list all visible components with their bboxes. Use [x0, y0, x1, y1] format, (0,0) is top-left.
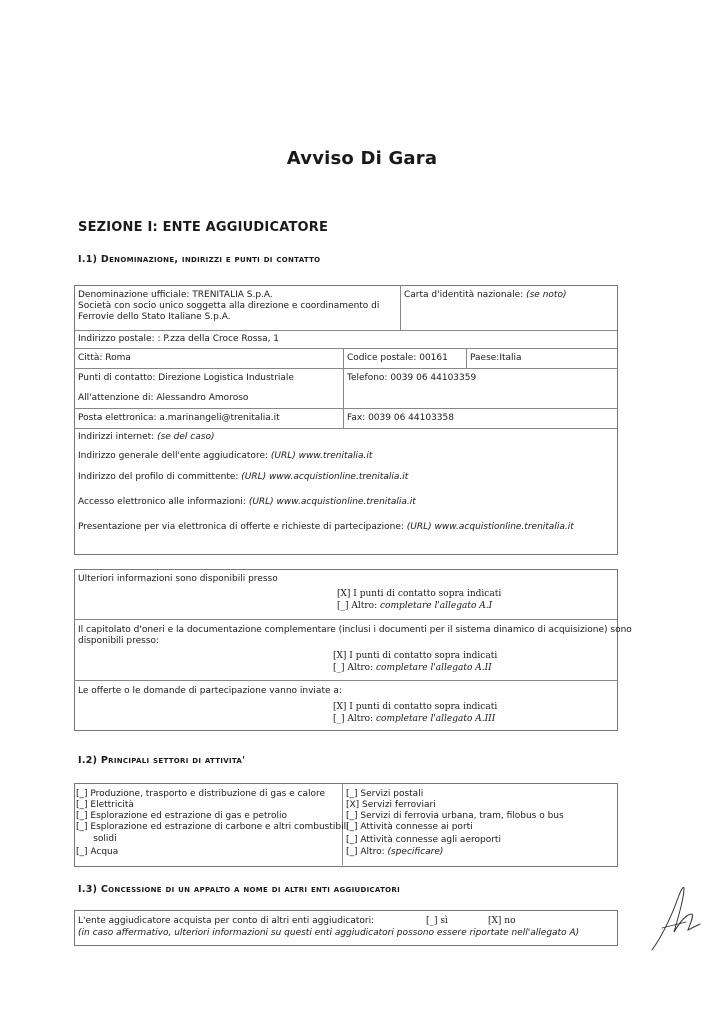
settore-item: [_] Esplorazione ed estrazione di gas e petrolio	[76, 811, 287, 821]
i3-heading: I.3) Concessione di un appalto a nome di altri enti aggiudicatori	[78, 884, 401, 895]
fax: Fax: 0039 06 44103358	[347, 413, 454, 423]
carta-label: Carta d'identità nazionale:	[404, 290, 524, 300]
i2-heading: I.2) Principali settori di attivita'	[78, 755, 246, 766]
indirizzi-internet	[78, 432, 214, 443]
capitolato-text: disponibili presso:	[78, 636, 160, 646]
altro-label: [_] Altro:	[346, 847, 385, 857]
email: Posta elettronica: a.marinangeli@trenitalia.it	[78, 413, 280, 423]
citta: Città: Roma	[78, 353, 131, 363]
i1-heading: I.1) Denominazione, indirizzi e punti di contatto	[78, 254, 321, 265]
concessione-no: [X] no	[488, 916, 516, 926]
altro-allegato: completare l'allegato A.II	[376, 663, 492, 673]
presentazione-elettronica	[78, 522, 574, 533]
divider	[74, 348, 617, 349]
denominazione-line: Denominazione ufficiale: TRENITALIA S.p.A.	[78, 290, 273, 300]
divider	[74, 619, 617, 620]
denominazione-line: Ferrovie dello Stato Italiane S.p.A.	[78, 312, 231, 322]
page-title: Avviso Di Gara	[286, 148, 438, 169]
signature-initials	[648, 884, 702, 954]
divider	[74, 428, 617, 429]
presentazione-label: Presentazione per via elettronica di offerte e richieste di partecipazione:	[78, 522, 404, 532]
attenzione: All'attenzione di: Alessandro Amoroso	[78, 393, 249, 403]
punti-contatto: Punti di contatto: Direzione Logistica Industriale	[78, 373, 294, 383]
offerte-text: Le offerte o le domande di partecipazione vanno inviate a:	[78, 686, 342, 696]
accesso-label: Accesso elettronico alle informazioni:	[78, 497, 246, 507]
altro-label: [_] Altro:	[333, 714, 374, 724]
carta-identita	[404, 290, 566, 301]
concessione-si: [_] sì	[426, 916, 448, 926]
settore-item: [_] Attività connesse agli aeroporti	[346, 835, 501, 845]
ente-url: (URL) www.trenitalia.it	[270, 451, 373, 461]
divider	[74, 330, 617, 331]
accesso-elettronico	[78, 497, 416, 508]
indirizzo-ente	[78, 451, 372, 462]
altro-allegato: completare l'allegato A.III	[376, 714, 496, 724]
settore-item: [X] Servizi ferroviari	[346, 800, 436, 810]
settore-item: [_] Attività connesse ai porti	[346, 822, 473, 832]
settore-item-altro	[346, 847, 443, 858]
altro-specificare: (specificare)	[387, 847, 444, 857]
settore-item: [_] Servizi di ferrovia urbana, tram, filobus o bus	[346, 811, 564, 821]
section-title: SEZIONE I: ENTE AGGIUDICATORE	[78, 220, 329, 235]
settore-item: [_] Acqua	[76, 847, 119, 857]
profilo-label: Indirizzo del profilo di committente:	[78, 472, 239, 482]
capitolato-option-punti: [X] I punti di contatto sopra indicati	[333, 651, 498, 661]
settore-item: [_] Elettricità	[76, 800, 134, 810]
paese: Paese:Italia	[470, 353, 522, 363]
divider	[74, 680, 617, 681]
indirizzo-postale: Indirizzo postale: : P.zza della Croce Rossa, 1	[78, 334, 280, 344]
settore-item: solidi	[76, 834, 117, 844]
altro-allegato: completare l'allegato A.I	[380, 601, 493, 611]
capitolato-text: Il capitolato d'oneri e la documentazione complementare (inclusi i documenti per il sistema dinamico di acquisizione) sono	[78, 625, 632, 635]
internet-label: Indirizzi internet:	[78, 432, 155, 442]
ulteriori-option-punti: [X] I punti di contatto sopra indicati	[337, 589, 502, 599]
presentazione-url: (URL) www.acquistionline.trenitalia.it	[406, 522, 574, 532]
capitolato-option-altro	[333, 663, 492, 674]
altro-label: [_] Altro:	[333, 663, 374, 673]
internet-value: (se del caso)	[157, 432, 215, 442]
ulteriori-option-altro	[337, 601, 492, 612]
ente-label: Indirizzo generale dell'ente aggiudicatore:	[78, 451, 269, 461]
settore-item: [_] Produzione, trasporto e distribuzione di gas e calore	[76, 789, 326, 799]
telefono: Telefono: 0039 06 44103359	[347, 373, 477, 383]
denominazione-line: Società con socio unico soggetta alla direzione e coordinamento di	[78, 301, 380, 311]
codice-postale: Codice postale: 00161	[347, 353, 448, 363]
altro-label: [_] Altro:	[337, 601, 378, 611]
divider	[74, 368, 617, 369]
accesso-url: (URL) www.acquistionline.trenitalia.it	[248, 497, 416, 507]
concessione-text: L'ente aggiudicatore acquista per conto di altri enti aggiudicatori:	[78, 916, 375, 926]
divider	[466, 348, 467, 368]
indirizzo-profilo	[78, 472, 408, 483]
divider	[400, 285, 401, 330]
divider	[74, 408, 617, 409]
concessione-note: (in caso affermativo, ulteriori informazioni su questi enti aggiudicatori possono essere riportate nell'allegato A)	[78, 928, 580, 938]
settore-item: [_] Servizi postali	[346, 789, 424, 799]
offerte-option-altro	[333, 714, 495, 725]
settore-item: [_] Esplorazione ed estrazione di carbone e altri combustibili	[76, 822, 349, 832]
carta-value: (se noto)	[526, 290, 567, 300]
offerte-option-punti: [X] I punti di contatto sopra indicati	[333, 702, 498, 712]
divider	[343, 348, 344, 428]
profilo-url: (URL) www.acquistionline.trenitalia.it	[241, 472, 409, 482]
ulteriori-info: Ulteriori informazioni sono disponibili presso	[78, 574, 278, 584]
